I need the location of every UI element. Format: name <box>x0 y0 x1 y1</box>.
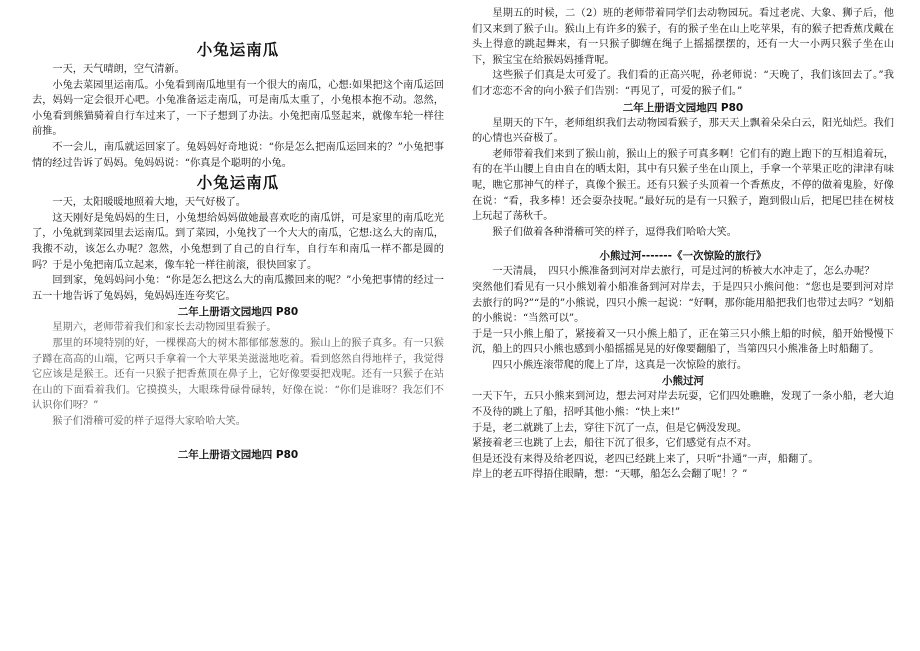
paragraph: 猴子们做着各种滑稽可笑的样子，逗得我们哈哈大笑。 <box>492 226 737 238</box>
paragraph: 一天下午，五只小熊来到河边，想去河对岸去玩耍，它们四处瞧瞧，发现了一条小船，老大迫不及待的跳上了船，招呼其他小熊：“快上来!” <box>472 391 894 419</box>
paragraph: 星期五的时候，二（2）班的老师带着同学们去动物园玩。看过老虎、大象、狮子后，他们又来到了猴子山。猴山上有许多的猴子，有的猴子坐在山上吃苹果，有的猴子把香蕉戊戴在头上得意的跳起舞来，有一只猴子脚缠在绳子上摇摇摆摆的，还有一大一小两只猴子坐在山下，猴宝宝在给猴妈妈捶背呢。 <box>472 8 894 66</box>
paragraph: 一天，太阳暖暖地照着大地，天气好极了。 <box>52 197 246 209</box>
left-column <box>32 0 444 463</box>
spacer <box>32 429 444 447</box>
spacer <box>472 240 894 248</box>
story-title: 小熊过河-------《一次惊险的旅行》 <box>599 250 767 263</box>
paragraph: 紧接着老三也跳了上去，船往下沉了很多，它们感觉有点不对。 <box>472 438 758 450</box>
paragraph: 一天，天气晴朗，空气清新。 <box>52 64 185 75</box>
paragraph: 那里的环境特别的好，一棵棵高大的树木都郁郁葱葱的。猴山上的猴子真多。有一只猴子蹲在高高的山端，它两只手拿着一个大苹果美滋滋地吃着。看到悠然自得地样子，我觉得它应该是是猴王。还有一只猴子把香蕉顶在鼻子上，它好像要耍把戏呢。还有一只猴子在站在山的下面看着我们。它摸摸头，大眼珠骨碌骨碌转，好像在说：“你们是谁呀？我怎们不认识你们呀？” <box>32 337 444 412</box>
story-title: 小兔运南瓜 <box>196 173 280 193</box>
paragraph: 于是，老二就跳了上去，穿往下沉了一点，但是它俩没发现。 <box>472 422 748 434</box>
right-column <box>472 0 894 483</box>
paragraph: 星期天的下午，老师组织我们去动物园看猴子，那天天上飘着朵朵白云，阳光灿烂。我们的心情也兴奋极了。 <box>472 117 894 145</box>
paragraph: 一天清晨， 四只小熊准备到河对岸去旅行，可是过河的桥被大水冲走了，怎么办呢？ <box>492 266 875 278</box>
paragraph: 回到家，兔妈妈问小兔：“你是怎么把这么大的南瓜搬回来的呢？”小兔把事情的经过一五一十地告诉了兔妈妈，兔妈妈连连夸奖它。 <box>32 275 444 302</box>
section-heading: 二年上册语文园地四 P80 <box>622 101 744 114</box>
paragraph: 星期六，老师带着我们和家长去动物园里看猴子。 <box>52 322 277 334</box>
paragraph: 这些猴子们真是太可爱了。我们看的正高兴呢，孙老师说：“天晚了，我们该回去了。”我们才恋恋不舍的向小猴子们告别：“再见了，可爱的猴子们。” <box>472 70 894 97</box>
paragraph: 猴子们滑稽可爱的样子逗得大家哈哈大笑。 <box>52 415 246 427</box>
paragraph: 小兔去菜园里运南瓜。小兔看到南瓜地里有一个很大的南瓜，心想:如果把这个南瓜运回去，妈妈一定会很开心吧。小兔准备运走南瓜，可是南瓜太重了，小兔根本抱不动。忽然，小兔看到熊猫骑着自行车过来了，一下子想到了办法。小兔把南瓜竖起来，就像车轮一样往前推。 <box>32 79 444 138</box>
paragraph: 不一会儿，南瓜就运回家了。兔妈妈好奇地说：“你是怎么把南瓜运回来的？”小兔把事情的经过告诉了妈妈。兔妈妈说：“你真是个聪明的小兔。 <box>32 141 444 169</box>
section-heading: 二年上册语文园地四 P80 <box>177 306 299 319</box>
paragraph: 于是一只小熊上船了，紧接着又一只小熊上船了，正在第三只小熊上船的时候，船开始慢慢下沉，船上的四只小熊也感到小船摇摇晃晃的好像要翻船了，当第四只小熊准备上时船翻了。 <box>472 328 894 356</box>
story-title: 小兔运南瓜 <box>196 40 280 59</box>
paragraph: 岸上的老五吓得捂住眼睛，想：“天哪，船怎么会翻了呢！？” <box>472 469 748 481</box>
paragraph: 这天刚好是兔妈妈的生日，小兔想给妈妈做她最喜欢吃的南瓜饼，可是家里的南瓜吃光了，小兔就到菜园里去运南瓜。到了菜园，小兔找了一个大大的南瓜，它想:这么大的南瓜，我搬不动，该怎么办呢？忽然，小兔想到了自己的自行车，自行车和南瓜一样不都是圆的吗？于是小兔把南瓜立起来，像车轮一样往前滚，很快回家了。 <box>32 212 444 271</box>
story-title: 小熊过河 <box>662 375 704 388</box>
paragraph: 但是还没有来得及给老四说，老四已经跳上来了，只听“扑通”一声，船翻了。 <box>472 453 819 465</box>
paragraph: 老师带着我们来到了猴山前，猴山上的猴子可真多啊！它们有的跑上跑下的互相追着玩，有的在半山腰上自由自在的晒太阳，其中有只猴子坐在山顶上，手拿一个苹果正吃的津津有味呢，瞧它那神气的样子，真像个猴王。还有只猴子头顶着一个香蕉皮，不停的做着鬼脸，好像在说：“看，我多棒！还会耍杂技呢。”最好玩的是有一只猴子，跑到假山后，把尾巴挂在树枝上玩起了荡秋千。 <box>472 148 894 223</box>
section-heading: 二年上册语文园地四 P80 <box>177 449 299 462</box>
paragraph: 突然他们看见有一只小熊划着小船准备到河对岸去，于是四只小熊问他：“您也是要到河对岸去旅行的吗?”“是的”小熊说，四只小熊一起说：“好啊，那你能用船把我们也带过去吗？”划船的小熊说：“当然可以”。 <box>472 281 894 325</box>
paragraph: 四只小熊连滚带爬的爬上了岸，这真是一次惊险的旅行。 <box>492 359 748 371</box>
